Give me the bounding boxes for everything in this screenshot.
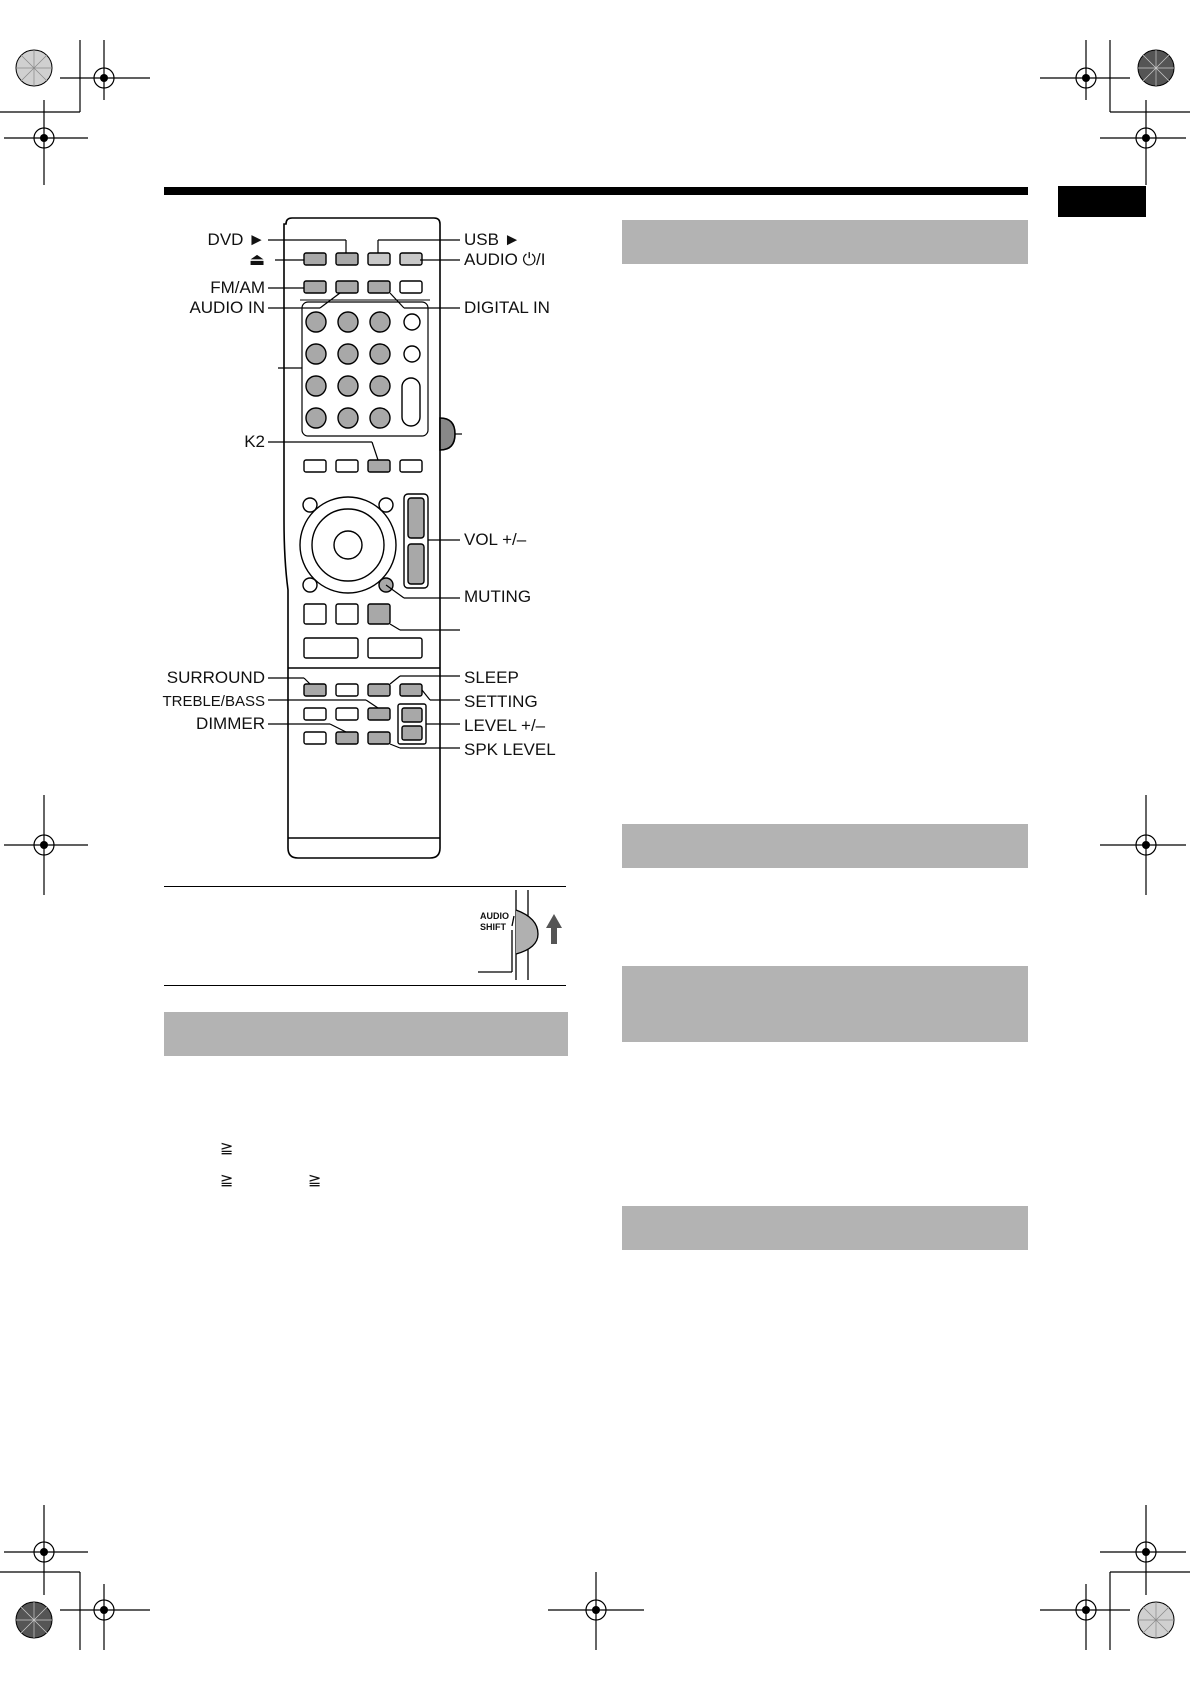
shift-switch-audio-label: AUDIO [480, 911, 509, 921]
label-dimmer: DIMMER [196, 714, 265, 733]
label-usb-play: USB ► [464, 230, 521, 249]
label-k2: K2 [244, 432, 265, 451]
label-surround: SURROUND [166, 668, 265, 687]
label-fm-am: FM/AM [210, 278, 265, 297]
label-dvd-play: DVD ► [207, 230, 265, 249]
label-audio-in: AUDIO IN [189, 298, 265, 317]
shift-switch-labels [480, 911, 509, 933]
label-setting: SETTING [464, 692, 538, 711]
geq-mark-1: ≧ [220, 1138, 234, 1157]
label-sleep: SLEEP [464, 668, 519, 687]
label-audio-power: AUDIO ⏻/I [464, 250, 546, 269]
label-level: LEVEL +/– [464, 716, 546, 735]
section-heading-band-right-2 [622, 824, 1028, 868]
shift-switch-shift-label: SHIFT [480, 922, 506, 932]
section-heading-band-right-3 [622, 966, 1028, 1042]
label-eject: ⏏ [248, 250, 265, 269]
section-heading-band-right-1 [622, 220, 1028, 264]
geq-mark-2: ≧ [220, 1170, 234, 1189]
geq-mark-3: ≧ [308, 1170, 322, 1189]
audio-shift-switch-diagram [476, 888, 568, 984]
label-digital-in: DIGITAL IN [464, 298, 550, 317]
section-heading-band-right-4 [622, 1206, 1028, 1250]
section-heading-band-left [164, 1012, 568, 1056]
label-muting: MUTING [464, 587, 532, 606]
label-treble-bass: TREBLE/BASS [162, 693, 265, 710]
note-rule-bottom [164, 985, 566, 986]
label-vol: VOL +/– [464, 530, 527, 549]
label-spk-level: SPK LEVEL [464, 740, 556, 759]
note-rule-top [164, 886, 566, 887]
